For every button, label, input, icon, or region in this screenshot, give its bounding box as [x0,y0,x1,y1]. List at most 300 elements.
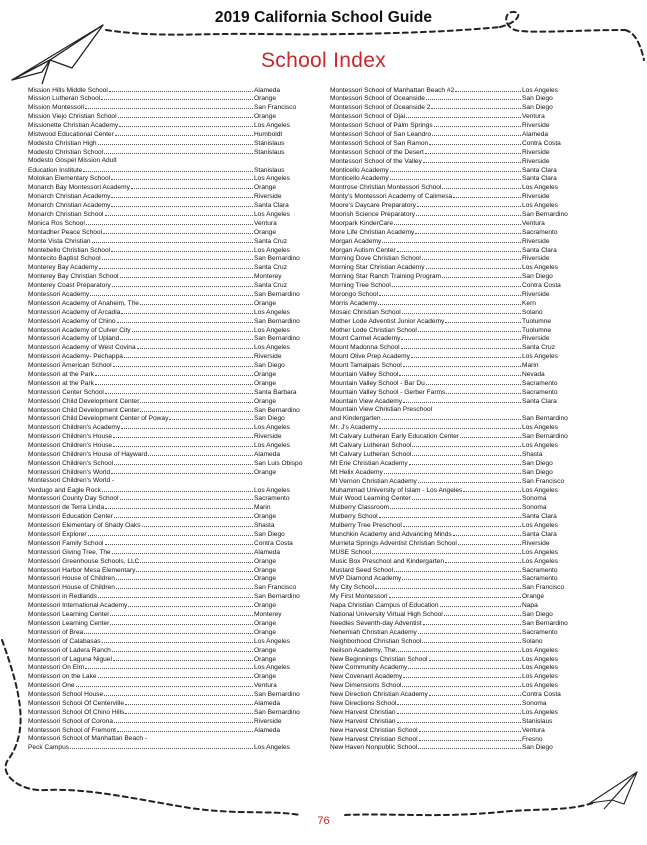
index-entry [28,503,324,512]
index-entry [28,370,324,379]
school-name: New Community Academy [330,664,408,672]
dot-leader [455,85,521,92]
county-name: Solano [522,308,543,316]
county-name: Ventura [522,113,545,121]
county-name: Los Angeles [522,86,558,94]
dot-leader [98,672,253,679]
index-entry [330,485,592,494]
index-entry [28,103,324,112]
school-name: MUSE School [330,548,372,556]
dot-leader [417,201,521,208]
school-name: Neighborhood Christian School [330,637,422,645]
dot-leader [92,236,253,243]
dot-leader [429,138,521,145]
school-name: Mulberry School [330,513,378,521]
index-entry [28,289,324,298]
county-name: Kern [522,299,536,307]
index-entry [28,547,324,556]
county-name: Santa Clara [522,166,557,174]
county-name: San Bernardino [522,619,568,627]
dot-leader [148,450,253,457]
index-entry [330,450,592,459]
school-name: Mulberry Classroom [330,504,389,512]
county-name: Los Angeles [254,326,290,334]
index-entry [28,227,324,236]
dot-leader [115,129,253,136]
index-entry [28,414,324,423]
dot-leader [429,654,522,661]
school-name: Montessori School of Fremont [28,726,116,734]
index-entry [330,352,592,361]
dot-leader [418,476,521,483]
county-name: Sacramento [522,379,558,387]
dot-leader [121,423,253,430]
dot-leader [85,103,253,110]
school-name: Muir Wood Learning Center [330,495,411,503]
dot-leader [142,521,253,528]
school-name: Mountain Valley School - Bar Du [330,379,425,387]
dot-leader [390,503,521,510]
index-entry [330,218,592,227]
county-name: Santa Clara [522,513,557,521]
index-entry [28,165,324,174]
school-name: and Kindergarten [330,415,381,423]
dot-leader [403,361,521,368]
index-entry [28,556,324,565]
index-entry [28,334,324,343]
school-name: Morris Academy [330,299,378,307]
dot-leader [397,698,521,705]
county-name: Contra Costa [522,691,561,699]
dot-leader [401,334,521,341]
school-name: Mountain View Academy [330,397,403,405]
index-entry [330,503,592,512]
index-entry [330,112,592,121]
school-name: Montessori School of Corona [28,717,114,725]
index-entry [330,574,592,583]
dot-leader [397,716,521,723]
county-name: Riverside [522,255,550,263]
school-name: My City School [330,584,374,592]
dot-leader [70,743,253,750]
county-name: Alameda [254,451,281,459]
index-entry [330,307,592,316]
index-entry [330,583,592,592]
school-name: Mount Carmel Academy [330,335,401,343]
school-name: Monarch Christian Academy [28,202,111,210]
county-name: San Diego [522,273,553,281]
dot-leader [117,316,253,323]
index-entry [28,618,324,627]
index-entry [28,218,324,227]
school-name: Mosaic Christian School [330,308,401,316]
dot-leader [113,361,253,368]
county-name: Los Angeles [522,655,558,663]
school-name: New Covenant Academy [330,673,403,681]
school-name: Monterey Bay Academy [28,264,98,272]
county-name: Los Angeles [254,210,290,218]
school-name: Montessori de Terra Linda [28,504,105,512]
county-name: Orange [254,113,276,121]
school-name: Mt Erie Christian Academy [330,459,408,467]
school-name: Morgan Autism Center [330,246,396,254]
county-name: Contra Costa [254,539,293,547]
county-name: San Bernardino [522,415,568,423]
dot-leader [132,325,253,332]
county-name: Marin [522,362,539,370]
county-name: Los Angeles [522,264,558,272]
county-name: San Bernardino [254,691,300,699]
index-entry [330,538,592,547]
county-name: San Bernardino [254,593,300,601]
dot-leader [403,672,521,679]
county-name: Contra Costa [522,282,561,290]
index-entry [330,316,592,325]
school-name: Montessori Greenhouse Schools, LLC [28,557,140,565]
school-name: Montessori Children's Academy [28,424,121,432]
county-name: Alameda [522,130,549,138]
index-entry [330,183,592,192]
school-name: Montessori in Redlands [28,593,97,601]
index-entry [28,592,324,601]
county-name: Los Angeles [254,122,290,130]
county-name: Los Angeles [522,522,558,530]
school-name: Mount Tamalpais School [330,362,402,370]
index-entry [330,627,592,636]
dot-leader [111,245,253,252]
school-name: Morning Dove Christian School [330,255,421,263]
dot-leader [399,370,521,377]
guide-title: 2019 California School Guide [214,9,433,26]
dot-leader [379,289,521,296]
county-name: Sacramento [522,388,558,396]
dot-leader [382,236,521,243]
county-name: Marin [254,504,271,512]
dot-leader [110,618,253,625]
school-name: Montessori Academy of Anaheim, The [28,299,139,307]
index-entry [330,423,592,432]
school-name: Montessori Academy- Pechappa [28,353,123,361]
dot-leader [88,530,253,537]
school-name: Montessori Children's School [28,459,114,467]
county-name: Riverside [522,237,550,245]
index-entry [330,476,592,485]
county-name: Los Angeles [522,708,558,716]
dot-leader [401,343,521,350]
index-entry [330,174,592,183]
dot-leader [105,387,253,394]
index-entry [28,565,324,574]
index-entry [28,681,324,690]
school-name: Montessori International Academy [28,602,128,610]
county-name: Sonoma [522,504,547,512]
county-name: San Diego [254,362,285,370]
index-entry [330,645,592,654]
index-entry [28,405,324,414]
index-entry [28,192,324,201]
dot-leader [104,690,253,697]
dot-leader [446,387,521,394]
school-name: Montessori Child Development Center [28,406,140,414]
county-name: Riverside [254,353,282,361]
dot-leader [432,129,521,136]
county-name: Alameda [254,699,281,707]
index-entry [330,156,592,165]
county-name: Los Angeles [522,557,558,565]
index-entry [28,583,324,592]
index-entry [28,601,324,610]
dot-leader [117,725,253,732]
school-name: Mt Calvary Lutheran School [330,442,412,450]
county-name: Orange [254,379,276,387]
county-name: San Bernardino [254,406,300,414]
school-name: Monte Vista Christian [28,237,91,245]
school-name: New Harvest Christian School [330,735,418,743]
index-entry [28,281,324,290]
index-entry [28,174,324,183]
dot-leader [113,654,253,661]
school-name: Montessori at the Park [28,371,94,378]
school-name: Mt Calvary Lutheran School [330,451,412,459]
dot-leader [426,378,521,385]
school-name: Mt Helix Academy [330,468,383,476]
dot-leader [453,192,521,199]
index-title: School Index [260,49,387,72]
index-entry [330,325,592,334]
county-name: Riverside [522,335,550,343]
index-entry [28,627,324,636]
school-name: Monarch Christian School [28,210,104,218]
county-name: San Diego [522,95,553,103]
index-entry [28,432,324,441]
county-name: Santa Cruz [254,264,287,272]
county-name: Orange [254,468,276,476]
school-name: Montessori Children's House of Hayward [28,451,148,459]
school-name: Monterey Bay Christian School [28,273,119,281]
index-entry [28,129,324,138]
dot-leader [112,281,253,288]
dot-leader [460,432,521,439]
index-entry [28,530,324,539]
school-name: Montessori Children's House [28,442,113,450]
county-name: San Diego [522,459,553,467]
county-name: Alameda [254,726,281,734]
index-entry [28,387,324,396]
dot-leader [86,218,253,225]
index-entry [330,601,592,610]
school-name: Montessori Learning Center [28,619,110,627]
school-name: Montessori School of the Desert [330,148,424,156]
county-name: Shasta [254,522,275,530]
county-name: Los Angeles [254,246,290,254]
dot-leader [397,707,521,714]
dot-leader [463,485,521,492]
index-entry [330,592,592,601]
county-name: Tuolumne [522,326,552,334]
index-entry [330,565,592,574]
dot-leader [90,289,253,296]
dot-leader [120,272,253,279]
school-name: Montessori American School [28,362,112,370]
index-entry [330,556,592,565]
school-name: Montessori School of Palm Springs [330,122,433,130]
county-name: San Diego [522,468,553,476]
index-entry [330,227,592,236]
county-name: Humboldt [254,130,283,138]
dot-leader [433,405,521,411]
dot-leader [379,423,521,430]
dot-leader [402,574,521,581]
county-name: Riverside [254,717,282,725]
index-entry [330,494,592,503]
county-name: Los Angeles [522,424,558,432]
dot-leader [419,725,521,732]
dot-leader [102,636,253,643]
dot-leader [396,645,521,652]
county-name: Stanislaus [522,717,553,725]
county-name: Ventura [254,219,277,227]
index-entry [28,458,324,467]
index-entry [330,334,592,343]
dot-leader [431,103,521,110]
school-name: Monarch Bay Montessori Academy [28,184,130,192]
dot-leader [429,690,521,697]
county-name: San Luis Obispo [254,459,303,467]
dot-leader [415,227,521,234]
school-name: Montessori Academy of Chino [28,317,116,325]
school-name: Mother Lode Adventist Junior Academy [330,317,445,325]
index-entry [330,281,592,290]
index-entry [330,94,592,103]
index-entry [330,147,592,156]
index-entry [330,272,592,281]
county-name: San Bernardino [254,335,300,343]
dot-leader [390,165,521,172]
county-name: Stanislaus [254,139,285,147]
school-name: Montessori of Laguna Niguel [28,655,112,663]
county-name: Santa Cruz [522,344,555,352]
dot-leader [112,645,253,652]
county-name: Orange [254,184,276,192]
dot-leader [111,467,253,474]
dot-leader [422,254,521,261]
county-name: Stanislaus [254,166,285,174]
county-name: Sacramento [522,566,558,574]
index-entry [330,396,592,405]
index-entry [28,450,324,459]
school-name: Montessori Children's World [28,468,111,476]
county-name: Orange [254,513,276,521]
school-name: Music Box Preschool and Kindergarten [330,557,444,565]
county-name: Tuolumne [522,317,552,325]
index-entry [28,343,324,352]
dot-leader [95,378,253,385]
index-entry [330,103,592,112]
county-name: San Francisco [254,584,297,592]
index-entry [28,645,324,654]
dot-leader [423,618,521,625]
school-name: Mountain View Christian Preschool [330,405,433,413]
school-name: Montessori of Ladera Ranch [28,646,111,654]
dot-leader [109,85,253,92]
index-column-left [28,85,324,752]
county-name: Orange [254,299,276,307]
dot-leader [120,494,253,501]
dot-leader [118,112,253,119]
county-name: Orange [254,673,276,681]
dot-leader [445,316,521,323]
school-name: Montessori School of Manhattan Beach #2 [330,86,455,94]
school-name: Montessori School of Oceanside [330,95,425,103]
index-entry [330,361,592,370]
county-name: Santa Cruz [254,282,287,290]
index-entry [28,298,324,307]
school-name: Montessori Academy of Culver City [28,326,131,334]
school-name: Modesto Christian School [28,148,104,156]
school-name: Montessori Family School [28,539,104,547]
dot-leader [384,467,521,474]
dot-leader [113,441,253,448]
dot-leader [111,192,253,199]
county-name: Los Angeles [522,548,558,556]
county-name: Orange [254,95,276,103]
dot-leader [412,441,521,448]
school-name: Morning Star Ranch Training Program [330,273,442,281]
dot-leader [105,538,254,545]
school-name: Montessori School Of Centerville [28,699,125,707]
index-entry [28,512,324,521]
school-name: Munchkin Academy and Advancing Minds [330,531,452,539]
index-entry [28,245,324,254]
dot-leader [103,227,253,234]
index-entry [28,538,324,547]
dot-leader [403,396,521,403]
school-name: Montessori at the Park [28,379,94,387]
dot-leader [426,263,521,270]
school-name: New Beginnings Christian School [330,655,428,663]
dot-leader [116,583,253,590]
school-name: Montessori Children's House [28,433,113,441]
dot-leader [434,121,521,128]
dot-leader [442,272,521,279]
dot-leader [406,112,521,119]
school-name: Mission Viejo Christian School [28,113,117,121]
dot-leader [98,138,253,145]
dot-leader [124,352,253,359]
county-name: Orange [254,619,276,627]
school-name: Napa Christian Campus of Education [330,602,439,610]
county-name: Los Angeles [522,184,558,192]
index-entry [330,734,592,743]
county-name: Orange [254,628,276,636]
county-name: Los Angeles [254,664,290,672]
school-name: Muhammad University of Islam - Los Angeles [330,486,463,494]
dot-leader [125,707,253,714]
dot-leader [105,209,254,216]
index-entry [28,147,324,156]
index-entry [330,201,592,210]
school-name: Neilson Academy, The [330,646,396,654]
county-name: San Diego [522,744,553,752]
dot-leader [131,183,253,190]
index-entry [28,361,324,370]
school-name: Morning Star Christian Academy [330,264,425,272]
school-name: Mustard Seed School [330,566,394,574]
dot-leader [83,165,253,172]
county-name: Orange [254,557,276,565]
index-entry [28,263,324,272]
dot-leader [125,698,253,705]
